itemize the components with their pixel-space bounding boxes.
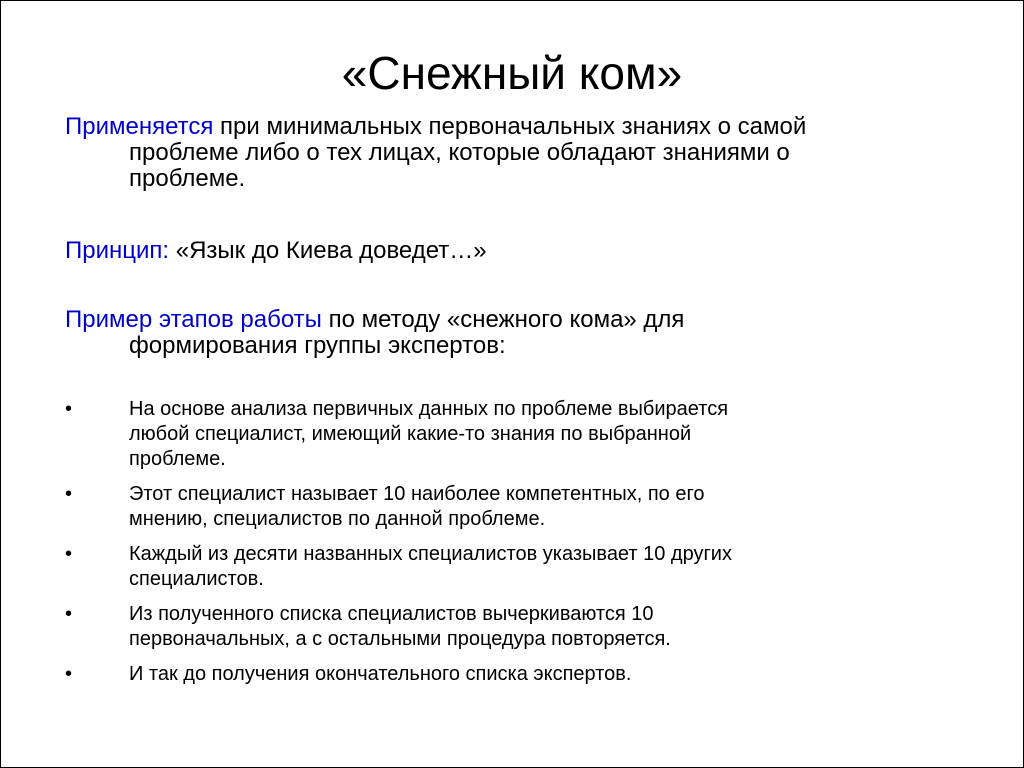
list-item (65, 482, 965, 532)
bullet-line: Из полученного списка специалистов вычеркиваются 10 (129, 603, 654, 625)
applies-paragraph (65, 114, 965, 192)
applies-text-line1: при минимальных первоначальных знаниях о самой (213, 113, 807, 140)
bullet-line: На основе анализа первичных данных по проблеме выбирается (129, 398, 729, 420)
list-item (65, 542, 965, 592)
bullet-icon: • (65, 663, 73, 685)
bullet-line: И так до получения окончательного списка экспертов. (129, 663, 632, 685)
bullet-line: специалистов. (129, 568, 264, 590)
bullet-icon: • (65, 603, 73, 625)
list-item (65, 397, 965, 472)
bullet-line: любой специалист, имеющий какие-то знания по выбранной (129, 423, 692, 445)
applies-text-line2: проблеме либо о тех лицах, которые обладают знаниями о (129, 139, 790, 166)
example-paragraph (65, 307, 965, 359)
bullet-icon: • (65, 483, 73, 505)
bullet-line: первоначальных, а с остальными процедура повторяется. (129, 628, 671, 650)
example-label: Пример этапов работы (65, 306, 322, 333)
example-text-line1: по методу «снежного кома» для (321, 306, 685, 333)
applies-text-line3: проблеме. (129, 165, 246, 192)
principle-text: «Язык до Киева доведет…» (169, 237, 487, 264)
bullet-line: Этот специалист называет 10 наиболее компетентных, по его (129, 483, 705, 505)
bullet-line: мнению, специалистов по данной проблеме. (129, 508, 546, 530)
list-item (65, 602, 965, 652)
principle-paragraph (65, 238, 965, 264)
bullet-list (65, 397, 965, 697)
applies-label: Применяется (65, 113, 214, 140)
bullet-line: проблеме. (129, 448, 226, 470)
example-text-line2: формирования группы экспертов: (129, 332, 506, 359)
bullet-icon: • (65, 543, 73, 565)
slide-title: «Снежный ком» (341, 47, 683, 99)
bullet-icon: • (65, 398, 73, 420)
principle-label: Принцип: (65, 237, 170, 264)
bullet-line: Каждый из десяти названных специалистов указывает 10 других (129, 543, 732, 565)
list-item (65, 662, 965, 687)
